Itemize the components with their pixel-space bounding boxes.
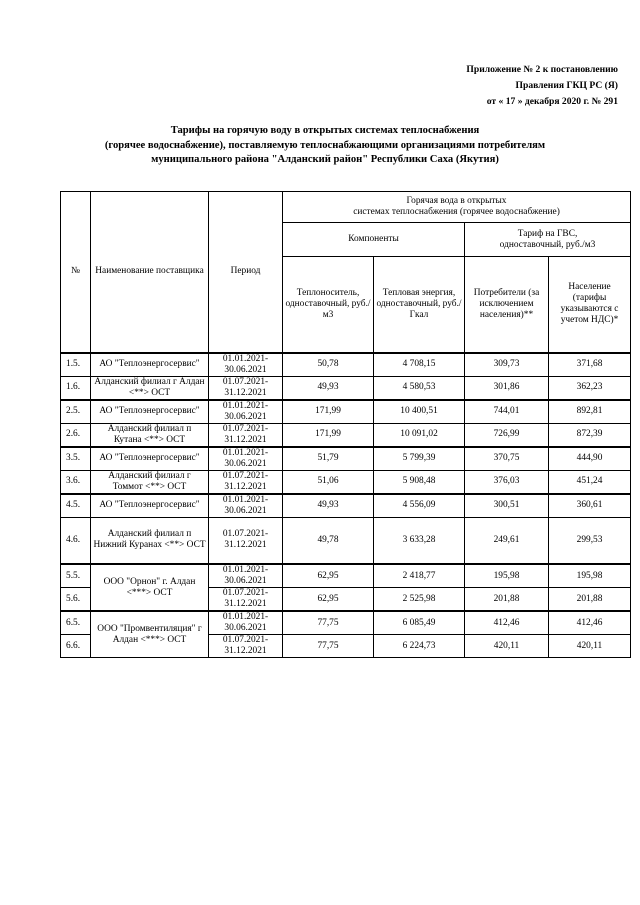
period-cell: 01.07.2021-31.12.2021 — [209, 635, 283, 658]
period-cell: 01.01.2021-30.06.2021 — [209, 564, 283, 588]
heat-energy-cell: 10 400,51 — [374, 400, 465, 424]
row-number: 6.6. — [61, 635, 91, 658]
appendix-block — [358, 62, 618, 110]
population-cell: 299,53 — [549, 517, 631, 564]
header-hot-water — [283, 192, 631, 223]
heat-carrier-cell: 171,99 — [283, 400, 374, 424]
table-row — [61, 423, 631, 447]
appendix-line-3: от « 17 » декабря 2020 г. № 291 — [486, 96, 618, 107]
row-number: 4.5. — [61, 494, 91, 518]
table-row — [61, 517, 631, 564]
header-components: Компоненты — [283, 223, 465, 257]
heat-carrier-cell: 77,75 — [283, 611, 374, 635]
table-row — [61, 353, 631, 377]
consumers-cell: 300,51 — [465, 494, 549, 518]
period-cell: 01.01.2021-30.06.2021 — [209, 400, 283, 424]
supplier-name: ООО "Орнон" г. Алдан <***> ОСТ — [91, 564, 209, 611]
appendix-line-1: Приложение № 2 к постановлению — [466, 64, 618, 75]
supplier-name: АО "Теплоэнергосервис" — [91, 494, 209, 518]
population-cell: 872,39 — [549, 423, 631, 447]
supplier-name: Алданский филиал п Нижний Куранах <**> ОСТ — [91, 517, 209, 564]
supplier-name: АО "Теплоэнергосервис" — [91, 400, 209, 424]
heat-energy-cell: 3 633,28 — [374, 517, 465, 564]
consumers-cell: 309,73 — [465, 353, 549, 377]
heat-energy-cell: 4 556,09 — [374, 494, 465, 518]
document-title — [40, 124, 610, 168]
population-cell: 892,81 — [549, 400, 631, 424]
heat-carrier-cell: 49,93 — [283, 376, 374, 400]
header-number: № — [61, 192, 91, 353]
header-hot-water-line-1: Горячая вода в открытых — [406, 196, 507, 206]
table-row — [61, 611, 631, 635]
title-line-1: Тарифы на горячую воду в открытых системах теплоснабжения — [170, 125, 480, 136]
row-number: 5.5. — [61, 564, 91, 588]
table-row — [61, 494, 631, 518]
heat-carrier-cell: 62,95 — [283, 588, 374, 612]
table-row — [61, 447, 631, 471]
heat-energy-cell: 5 799,39 — [374, 447, 465, 471]
header-tariff-line-1: Тариф на ГВС, — [517, 228, 578, 239]
population-cell: 201,88 — [549, 588, 631, 612]
table-row — [61, 470, 631, 494]
population-cell: 195,98 — [549, 564, 631, 588]
table-row — [61, 376, 631, 400]
heat-energy-cell: 6 085,49 — [374, 611, 465, 635]
header-heat-carrier: Теплоноситель, одноставочный, руб./м3 — [283, 257, 374, 353]
header-period: Период — [209, 192, 283, 353]
heat-energy-cell: 6 224,73 — [374, 635, 465, 658]
heat-energy-cell: 4 580,53 — [374, 376, 465, 400]
consumers-cell: 744,01 — [465, 400, 549, 424]
heat-carrier-cell: 171,99 — [283, 423, 374, 447]
period-cell: 01.01.2021-30.06.2021 — [209, 494, 283, 518]
heat-energy-cell: 2 525,98 — [374, 588, 465, 612]
heat-energy-cell: 5 908,48 — [374, 470, 465, 494]
period-cell: 01.01.2021-30.06.2021 — [209, 353, 283, 377]
population-cell: 362,23 — [549, 376, 631, 400]
heat-carrier-cell: 51,06 — [283, 470, 374, 494]
heat-carrier-cell: 49,78 — [283, 517, 374, 564]
row-number: 5.6. — [61, 588, 91, 612]
heat-carrier-cell: 49,93 — [283, 494, 374, 518]
population-cell: 451,24 — [549, 470, 631, 494]
consumers-cell: 726,99 — [465, 423, 549, 447]
period-cell: 01.07.2021-31.12.2021 — [209, 423, 283, 447]
header-heat-energy: Тепловая энергия, одноставочный, руб./Гкал — [374, 257, 465, 353]
population-cell: 420,11 — [549, 635, 631, 658]
supplier-name: Алданский филиал г Алдан <**> ОСТ — [91, 376, 209, 400]
population-cell: 371,68 — [549, 353, 631, 377]
row-number: 1.6. — [61, 376, 91, 400]
heat-carrier-cell: 50,78 — [283, 353, 374, 377]
period-cell: 01.01.2021-30.06.2021 — [209, 447, 283, 471]
header-consumers: Потребители (за исключением населения)** — [465, 257, 549, 353]
period-cell: 01.07.2021-31.12.2021 — [209, 376, 283, 400]
consumers-cell: 195,98 — [465, 564, 549, 588]
consumers-cell: 370,75 — [465, 447, 549, 471]
heat-carrier-cell: 62,95 — [283, 564, 374, 588]
appendix-line-2: Правления ГКЦ РС (Я) — [515, 80, 618, 91]
population-cell: 412,46 — [549, 611, 631, 635]
row-number: 6.5. — [61, 611, 91, 635]
tariff-table — [60, 191, 631, 658]
heat-carrier-cell: 51,79 — [283, 447, 374, 471]
period-cell: 01.07.2021-31.12.2021 — [209, 470, 283, 494]
consumers-cell: 201,88 — [465, 588, 549, 612]
supplier-name: ООО "Промвентиляция" г Алдан <***> ОСТ — [91, 611, 209, 658]
consumers-cell: 376,03 — [465, 470, 549, 494]
period-cell: 01.07.2021-31.12.2021 — [209, 517, 283, 564]
population-cell: 444,90 — [549, 447, 631, 471]
period-cell: 01.07.2021-31.12.2021 — [209, 588, 283, 612]
heat-energy-cell: 4 708,15 — [374, 353, 465, 377]
row-number: 3.6. — [61, 470, 91, 494]
consumers-cell: 249,61 — [465, 517, 549, 564]
supplier-name: АО "Теплоэнергосервис" — [91, 447, 209, 471]
header-tariff-line-2: одноставочный, руб./м3 — [499, 239, 596, 250]
period-cell: 01.01.2021-30.06.2021 — [209, 611, 283, 635]
population-cell: 360,61 — [549, 494, 631, 518]
consumers-cell: 420,11 — [465, 635, 549, 658]
header-tariff — [465, 223, 631, 257]
heat-carrier-cell: 77,75 — [283, 635, 374, 658]
heat-energy-cell: 2 418,77 — [374, 564, 465, 588]
row-number: 2.6. — [61, 423, 91, 447]
row-number: 4.6. — [61, 517, 91, 564]
header-supplier: Наименование поставщика — [91, 192, 209, 353]
supplier-name: Алданский филиал п Кутана <**> ОСТ — [91, 423, 209, 447]
table-row — [61, 564, 631, 588]
row-number: 1.5. — [61, 353, 91, 377]
header-population: Население (тарифы указываются с учетом НДС)* — [549, 257, 631, 353]
supplier-name: АО "Теплоэнергосервис" — [91, 353, 209, 377]
row-number: 3.5. — [61, 447, 91, 471]
title-line-3: муниципального района "Алданский район" Республики Саха (Якутия) — [151, 154, 499, 165]
supplier-name: Алданский филиал г Томмот <**> ОСТ — [91, 470, 209, 494]
consumers-cell: 301,86 — [465, 376, 549, 400]
title-line-2: (горячее водоснабжение), поставляемую теплоснабжающими организациями потребителям — [104, 139, 546, 151]
row-number: 2.5. — [61, 400, 91, 424]
table-row — [61, 400, 631, 424]
heat-energy-cell: 10 091,02 — [374, 423, 465, 447]
consumers-cell: 412,46 — [465, 611, 549, 635]
header-hot-water-line-2: системах теплоснабжения (горячее водоснабжение) — [353, 207, 560, 217]
